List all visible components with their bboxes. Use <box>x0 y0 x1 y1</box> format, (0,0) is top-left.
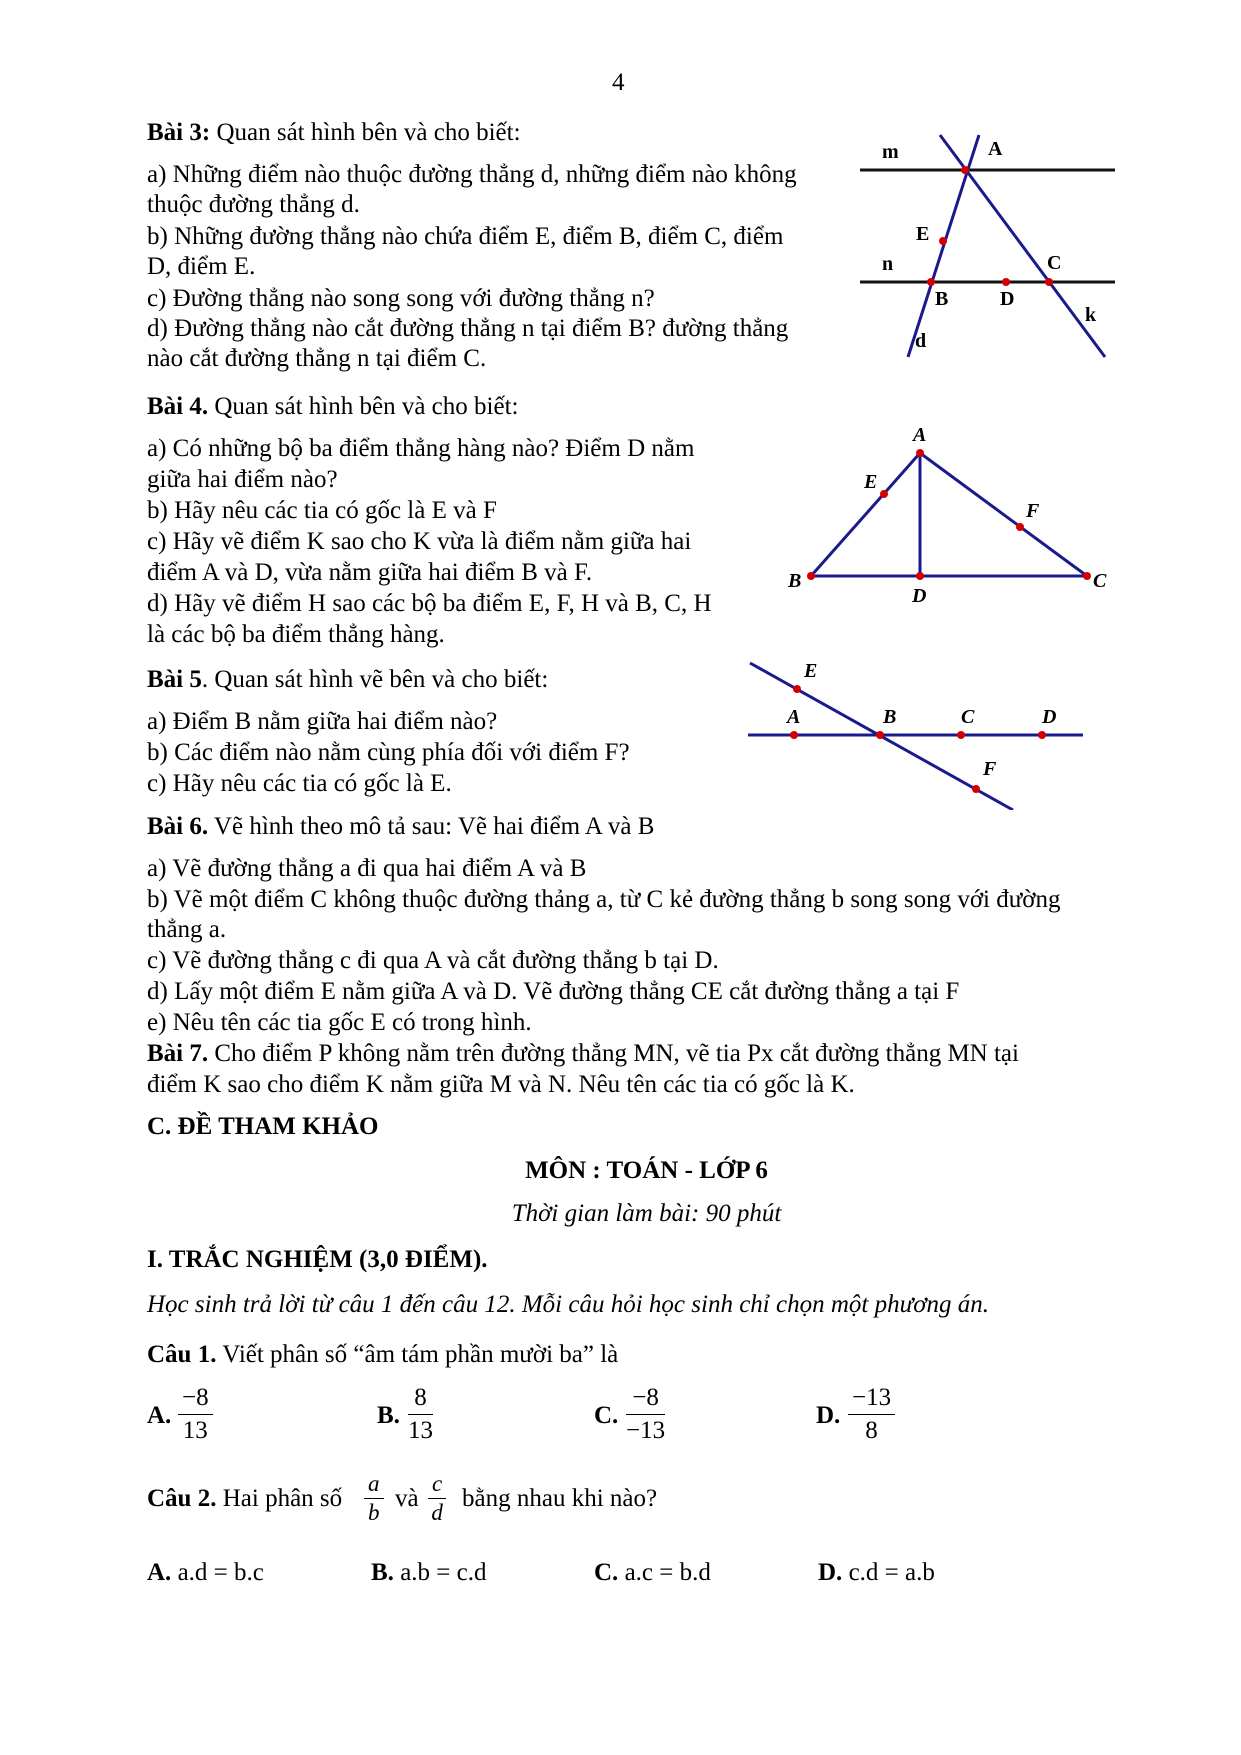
bai3-b1: b) Những đường thẳng nào chứa điểm E, điểm B, điểm C, điểm <box>147 223 784 250</box>
label-D: D <box>1000 288 1015 310</box>
cau2-option-c-text: a.c = b.d <box>618 1559 711 1586</box>
point-E <box>793 685 801 693</box>
fraction-bar <box>626 1414 665 1415</box>
bai3-heading <box>147 118 521 148</box>
bai4-heading <box>147 392 518 422</box>
point-A <box>916 449 924 457</box>
bai6-label: Bài 6. <box>147 813 209 840</box>
label-B: B <box>788 570 802 592</box>
cau2-option-b-text: a.b = c.d <box>393 1559 487 1586</box>
bai5-intro: . Quan sát hình vẽ bên và cho biết: <box>201 666 549 693</box>
point-B <box>927 278 935 286</box>
bai4-d2: là các bộ ba điểm thẳng hàng. <box>147 621 445 648</box>
cau1-option-a-fraction <box>178 1384 213 1445</box>
label-E: E <box>804 660 818 682</box>
cau1-option-c-den: −13 <box>626 1417 666 1444</box>
section-c-title: C. ĐỀ THAM KHẢO <box>147 1113 379 1140</box>
label-A: A <box>988 138 1003 160</box>
cau1-option-c-fraction <box>626 1384 665 1445</box>
cau2-option-d-letter: D. <box>818 1559 843 1586</box>
part1-instructions: Học sinh trả lời từ câu 1 đến câu 12. Mỗi câu hỏi học sinh chỉ chọn một phương án. <box>147 1291 990 1318</box>
cau1-option-d-fraction <box>848 1384 895 1445</box>
cau2-fraction-ab <box>364 1472 384 1525</box>
label-m: m <box>882 141 899 163</box>
cau1-option-c-letter: C. <box>594 1402 619 1429</box>
cau1-option-b-fraction <box>408 1384 433 1445</box>
cau1-option-b-letter: B. <box>377 1402 400 1429</box>
point-E <box>939 237 947 245</box>
point-D <box>1002 278 1010 286</box>
cau2-f1-num: a <box>368 1471 380 1496</box>
label-D: D <box>1042 706 1057 728</box>
bai5-c1: c) Hãy nêu các tia có gốc là E. <box>147 770 452 797</box>
bai4-label: Bài 4. <box>147 393 209 420</box>
cau1-option-a-num: −8 <box>182 1384 209 1411</box>
bai5-b1: b) Các điểm nào nằm cùng phía đối với điểm F? <box>147 739 630 766</box>
cau1-option-a-den: 13 <box>182 1417 208 1444</box>
label-B: B <box>935 288 949 310</box>
label-n: n <box>882 253 894 275</box>
cau2-option-d <box>818 1558 935 1588</box>
label-C: C <box>1047 252 1062 274</box>
label-A: A <box>787 706 801 728</box>
bai5-heading <box>147 665 548 695</box>
bai6-d1: d) Lấy một điểm E nằm giữa A và D. Vẽ đường thẳng CE cắt đường thẳng a tại F <box>147 978 960 1005</box>
exam-title: MÔN : TOÁN - LỚP 6 <box>525 1157 768 1184</box>
cau1-label: Câu 1. <box>147 1341 217 1368</box>
point-D <box>1038 731 1046 739</box>
point-C <box>1083 572 1091 580</box>
cau2-and: và <box>395 1485 419 1512</box>
label-E: E <box>916 223 930 245</box>
bai4-b1: b) Hãy nêu các tia có gốc là E và F <box>147 497 497 524</box>
fraction-bar <box>848 1414 895 1415</box>
cau1-text: Viết phân số “âm tám phần mười ba” là <box>216 1341 619 1368</box>
bai3-intro: Quan sát hình bên và cho biết: <box>210 119 521 146</box>
point-A <box>961 166 969 174</box>
cau2-f2-num: c <box>432 1471 443 1496</box>
point-C <box>957 731 965 739</box>
page-number: 4 <box>612 69 625 96</box>
bai6-c1: c) Vẽ đường thẳng c đi qua A và cắt đường thẳng b tại D. <box>147 947 719 974</box>
cau2-option-c <box>594 1558 711 1588</box>
cau1-option-d-letter: D. <box>816 1402 841 1429</box>
bai6-b2: thẳng a. <box>147 916 227 943</box>
point-B <box>807 572 815 580</box>
fraction-bar <box>408 1414 433 1415</box>
bai7-line1 <box>147 1039 1019 1069</box>
cau1-option-b-num: 8 <box>414 1384 427 1411</box>
cau2-option-c-letter: C. <box>594 1559 619 1586</box>
label-A: A <box>913 425 927 446</box>
cau2-option-d-text: c.d = a.b <box>842 1559 935 1586</box>
bai6-e1: e) Nêu tên các tia gốc E có trong hình. <box>147 1009 532 1036</box>
bai7-line2: điểm K sao cho điểm K nằm giữa M và N. Nêu tên các tia có gốc là K. <box>147 1071 855 1098</box>
cau2-option-b <box>371 1558 486 1588</box>
label-D: D <box>912 585 927 607</box>
bai3-a1: a) Những điểm nào thuộc đường thẳng d, những điểm nào không <box>147 161 797 188</box>
point-F <box>972 785 980 793</box>
label-F: F <box>1026 500 1040 522</box>
cau1-question <box>147 1340 618 1370</box>
cau2-option-a <box>147 1558 264 1588</box>
cau1-option-d-num: −13 <box>852 1384 892 1411</box>
fraction-bar <box>428 1498 446 1499</box>
cau2-option-b-letter: B. <box>371 1559 394 1586</box>
point-D <box>916 572 924 580</box>
point-E <box>880 490 888 498</box>
label-C: C <box>961 706 975 728</box>
label-F: F <box>983 758 997 780</box>
bai5-label: Bài 5 <box>147 666 202 693</box>
bai4-c2: điểm A và D, vừa nằm giữa hai điểm B và F. <box>147 559 593 586</box>
cau2-text1: Hai phân số <box>216 1485 343 1512</box>
bai3-figure <box>860 125 1125 360</box>
bai4-intro: Quan sát hình bên và cho biết: <box>208 393 519 420</box>
point-A <box>790 731 798 739</box>
cau1-option-a-letter: A. <box>147 1402 172 1429</box>
cau2-option-a-text: a.d = b.c <box>171 1559 264 1586</box>
cau2-option-a-letter: A. <box>147 1559 172 1586</box>
cau1-option-b-den: 13 <box>408 1417 433 1444</box>
bai4-a2: giữa hai điểm nào? <box>147 466 338 493</box>
bai5-figure <box>745 655 1090 810</box>
bai3-d1: d) Đường thẳng nào cắt đường thẳng n tại điểm B? đường thẳng <box>147 315 789 342</box>
bai7-text1: Cho điểm P không nằm trên đường thẳng MN, vẽ tia Px cắt đường thẳng MN tại <box>208 1040 1019 1067</box>
point-C <box>1045 278 1053 286</box>
cau2-fraction-cd <box>428 1472 446 1525</box>
fraction-bar <box>178 1414 213 1415</box>
exam-time: Thời gian làm bài: 90 phút <box>511 1200 782 1227</box>
part1-title: I. TRẮC NGHIỆM (3,0 ĐIỂM). <box>147 1246 488 1273</box>
bai6-a1: a) Vẽ đường thẳng a đi qua hai điểm A và B <box>147 855 587 882</box>
cau2-f1-den: b <box>368 1500 380 1525</box>
bai3-label: Bài 3: <box>147 119 211 146</box>
cau1-option-d-den: 8 <box>865 1417 878 1444</box>
cau2-label: Câu 2. <box>147 1485 217 1512</box>
bai4-figure <box>780 425 1110 610</box>
label-d: d <box>915 330 927 352</box>
bai3-b2: D, điểm E. <box>147 253 256 280</box>
bai4-d1: d) Hãy vẽ điểm H sao các bộ ba điểm E, F, H và B, C, H <box>147 590 712 617</box>
segment-AC <box>920 453 1087 576</box>
bai3-a2: thuộc đường thẳng d. <box>147 191 360 218</box>
point-F <box>1016 523 1024 531</box>
label-B: B <box>883 706 897 728</box>
bai4-a1: a) Có những bộ ba điểm thẳng hàng nào? Điểm D nằm <box>147 435 695 462</box>
fraction-bar <box>364 1498 384 1499</box>
label-E: E <box>864 471 878 493</box>
bai3-c1: c) Đường thẳng nào song song với đường thẳng n? <box>147 285 655 312</box>
bai7-label: Bài 7. <box>147 1040 209 1067</box>
cau2-question-start <box>147 1484 342 1514</box>
bai6-intro: Vẽ hình theo mô tả sau: Vẽ hai điểm A và B <box>208 813 655 840</box>
cau1-option-c-num: −8 <box>632 1384 659 1411</box>
bai6-heading <box>147 812 654 842</box>
bai4-c1: c) Hãy vẽ điểm K sao cho K vừa là điểm nằm giữa hai <box>147 528 692 555</box>
cau2-f2-den: d <box>431 1500 443 1525</box>
bai3-d2: nào cắt đường thẳng n tại điểm C. <box>147 345 487 372</box>
label-k: k <box>1085 304 1097 326</box>
label-C: C <box>1093 570 1107 592</box>
cau2-text2: bằng nhau khi nào? <box>462 1485 658 1512</box>
bai5-a1: a) Điểm B nằm giữa hai điểm nào? <box>147 708 498 735</box>
point-B <box>876 731 884 739</box>
bai6-b1: b) Vẽ một điểm C không thuộc đường thảng a, từ C kẻ đường thẳng b song song với đường <box>147 886 1061 913</box>
